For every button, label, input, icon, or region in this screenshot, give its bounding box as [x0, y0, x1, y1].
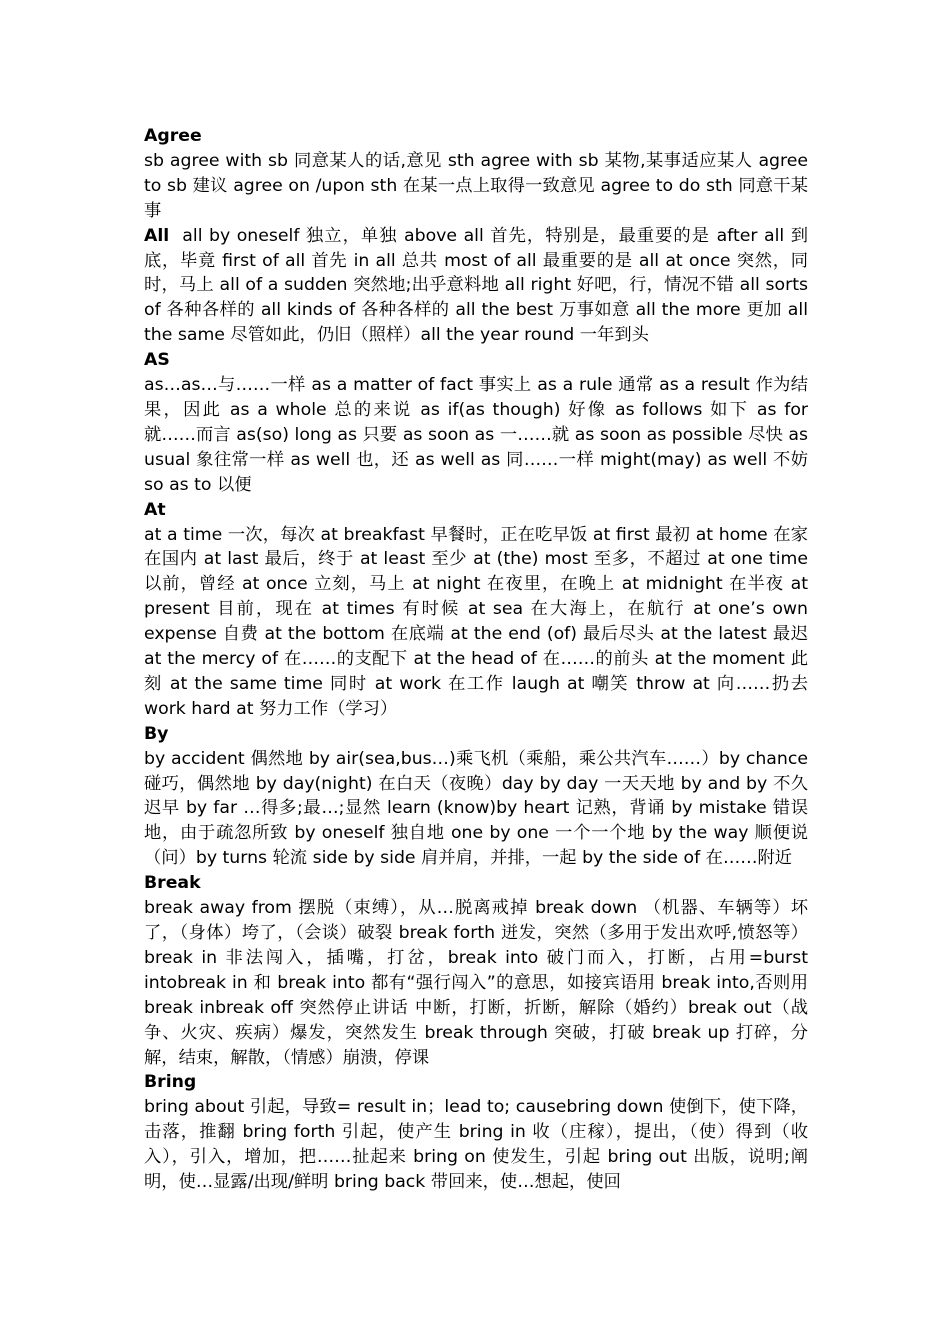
paragraph-as: as…as…与……一样 as a matter of fact 事实上 as a rule 通常 as a result 作为结果，因此 as a whole 总的来说 as if(as though) 好像 as follows 如下 as for 就……而言 as(so) long as 只要 as soon as 一……就 as soon as possible 尽快 as usual 象往常一样 as well 也，还 as well as 同……一样 might(may) as well 不妨 so as to 以便	[144, 375, 808, 495]
paragraph-bring: bring about 引起，导致= result in；lead to; causebring down 使倒下，使下降，击落，推翻 bring forth 引起，使产生 bring in 收（庄稼），提出，（使）得到（收入），引入，增加，把……扯起来 bring on 使发生，引起 bring out 出版，说明;阐明，使…显露/出现/鲜明 bring back 带回来，使…想起，使回	[144, 1097, 808, 1193]
heading-at: At	[144, 499, 166, 520]
document-page	[144, 124, 808, 1195]
paragraph-at: at a time 一次，每次 at breakfast 早餐时，正在吃早饭 at first 最初 at home 在家在国内 at last 最后，终于 at least 至少 at (the) most 至多，不超过 at one time 以前，曾经 at once 立刻，马上 at night 在夜里，在晚上 at midnight 在半夜 at present 目前，现在 at times 有时候 at sea 在大海上，在航行 at one’s own expense 自费 at the bottom 在底端 at the end (of) 最后尽头 at the latest 最迟 at the mercy of 在……的支配下 at the head of 在……的前头 at the moment 此刻 at the same time 同时 at work 在工作 laugh at 嘲笑 throw at 向……扔去 work hard at 努力工作（学习）	[144, 524, 808, 719]
heading-break: Break	[144, 873, 201, 894]
heading-agree: Agree	[144, 126, 202, 146]
paragraph-all	[144, 224, 808, 349]
paragraph-agree: sb agree with sb 同意某人的话,意见 sth agree with sb 某物,某事适应某人 agree to sb 建议 agree on /upon sth 在某一点上取得一致意见 agree to do sth 同意干某事	[144, 150, 808, 221]
heading-as: AS	[144, 350, 170, 371]
paragraph-break: break away from 摆脱（束缚），从…脱离戒掉 break down （机器、车辆等）坏了，（身体）垮了，（会谈）破裂 break forth 迸发，突然（多用于发出欢呼,愤怒等）break in 非法闯入，插嘴，打岔，break into 破门而入，打断，占用=burst intobreak in 和 break into 都有“强行闯入”的意思，如接宾语用 break into,否则用 break inbreak off 突然停止讲话 中断，打断，折断，解除（婚约）break out（战争、火灾、疾病）爆发，突然发生 break through 突破，打破 break up 打碎，分解，结束，解散，（情感）崩溃，停课	[144, 898, 808, 1068]
heading-bring: Bring	[144, 1072, 197, 1093]
paragraph-by: by accident 偶然地 by air(sea,bus…)乘飞机（乘船，乘公共汽车……）by chance 碰巧，偶然地 by day(night) 在白天（夜晚）day by day 一天天地 by and by 不久迟早 by far …得多;最…;显然 learn (know)by heart 记熟，背诵 by mistake 错误地，由于疏忽所致 by oneself 独自地 one by one 一个一个地 by the way 顺便说（问）by turns 轮流 side by side 肩并肩，并排，一起 by the side of 在……附近	[144, 748, 808, 869]
heading-by: By	[144, 723, 169, 744]
paragraph-all-text: all by oneself 独立，单独 above all 首先，特别是，最重要的是 after all 到底，毕竟 first of all 首先 in all 总共 most of all 最重要的是 all at once 突然，同时，马上 all of a sudden 突然地;出乎意料地 all right 好吧，行，情况不错 all sorts of 各种各样的 all kinds of 各种各样的 all the best 万事如意 all the more 更加 all the same 尽管如此，仍旧（照样）all the year round 一年到头	[144, 225, 808, 346]
heading-all: All	[144, 225, 170, 246]
